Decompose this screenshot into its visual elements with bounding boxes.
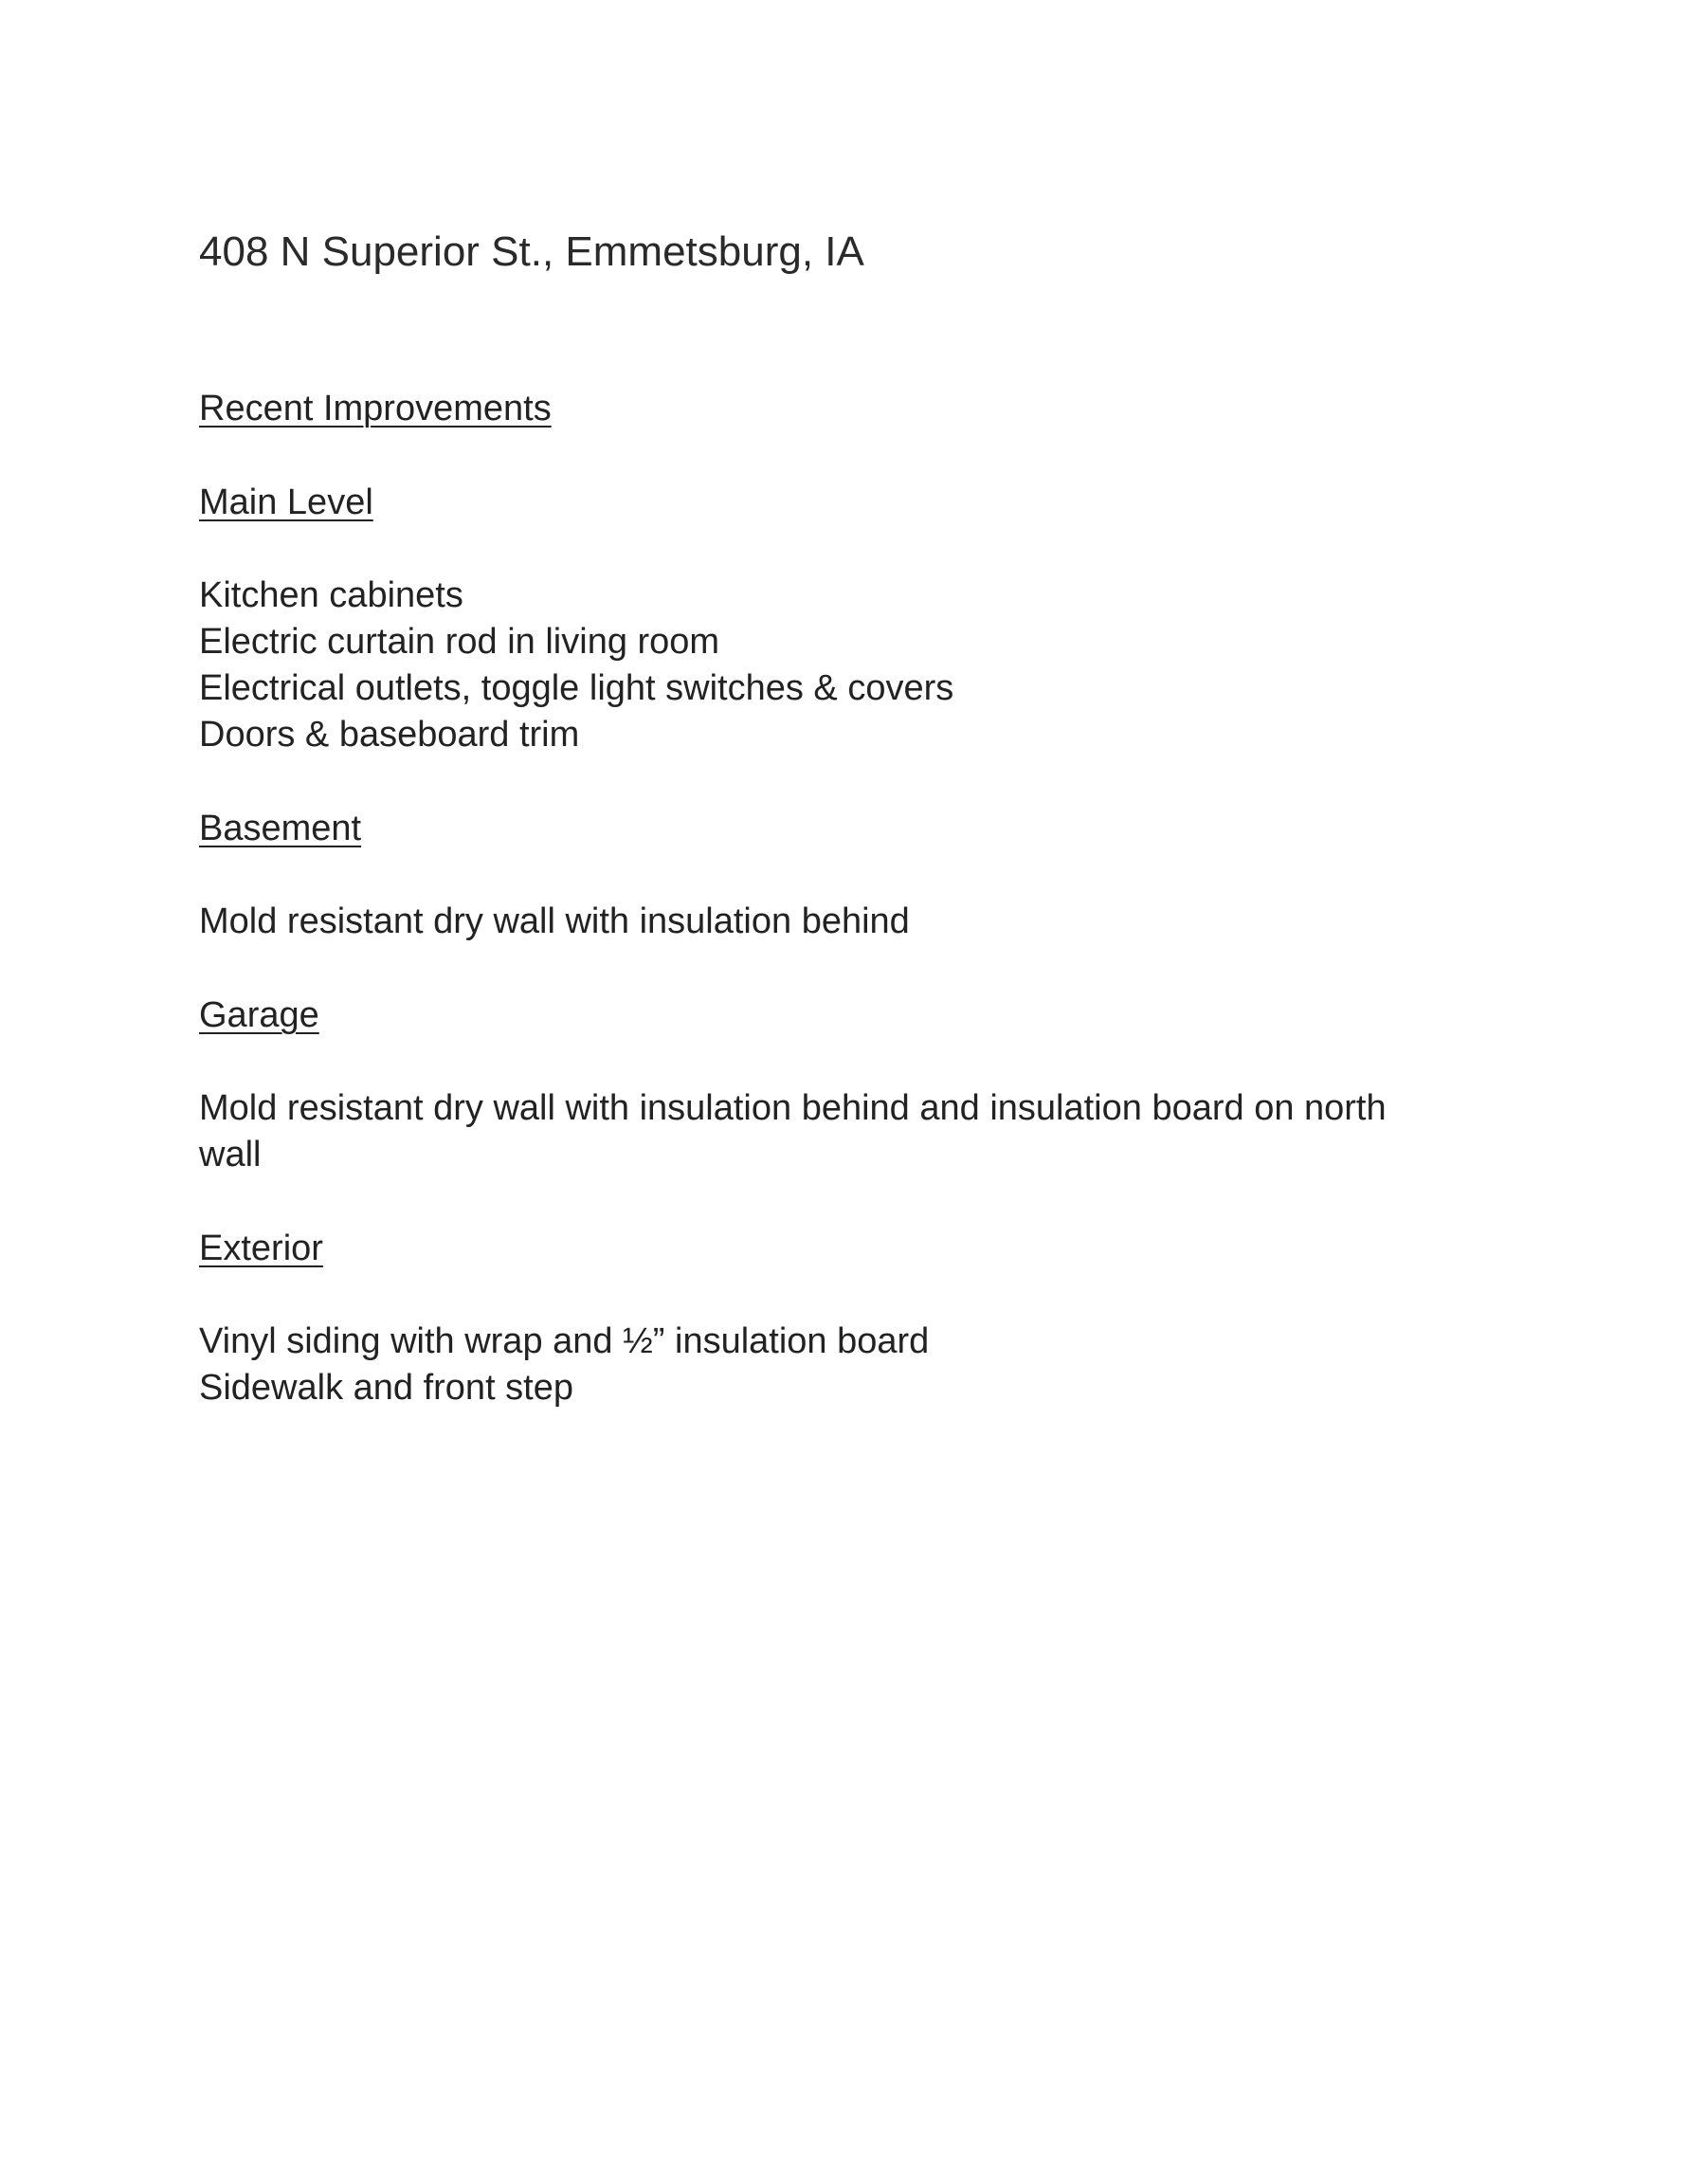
main-level-heading: Main Level [199, 482, 373, 522]
list-item: Doors & baseboard trim [199, 715, 580, 755]
property-address-title: 408 N Superior St., Emmetsburg, IA [199, 228, 864, 275]
list-item: Kitchen cabinets [199, 575, 463, 615]
list-item: Vinyl siding with wrap and ½” insulation board [199, 1321, 930, 1361]
list-item: wall [199, 1135, 262, 1174]
exterior-heading: Exterior [199, 1228, 323, 1268]
list-item: Sidewalk and front step [199, 1368, 574, 1408]
basement-heading: Basement [199, 809, 362, 848]
list-item: Mold resistant dry wall with insulation behind and insulation board on north [199, 1088, 1387, 1128]
list-item: Mold resistant dry wall with insulation behind [199, 901, 910, 941]
garage-heading: Garage [199, 995, 319, 1035]
list-item: Electrical outlets, toggle light switches & covers [199, 668, 954, 708]
list-item: Electric curtain rod in living room [199, 622, 720, 662]
recent-improvements-heading: Recent Improvements [199, 389, 552, 428]
